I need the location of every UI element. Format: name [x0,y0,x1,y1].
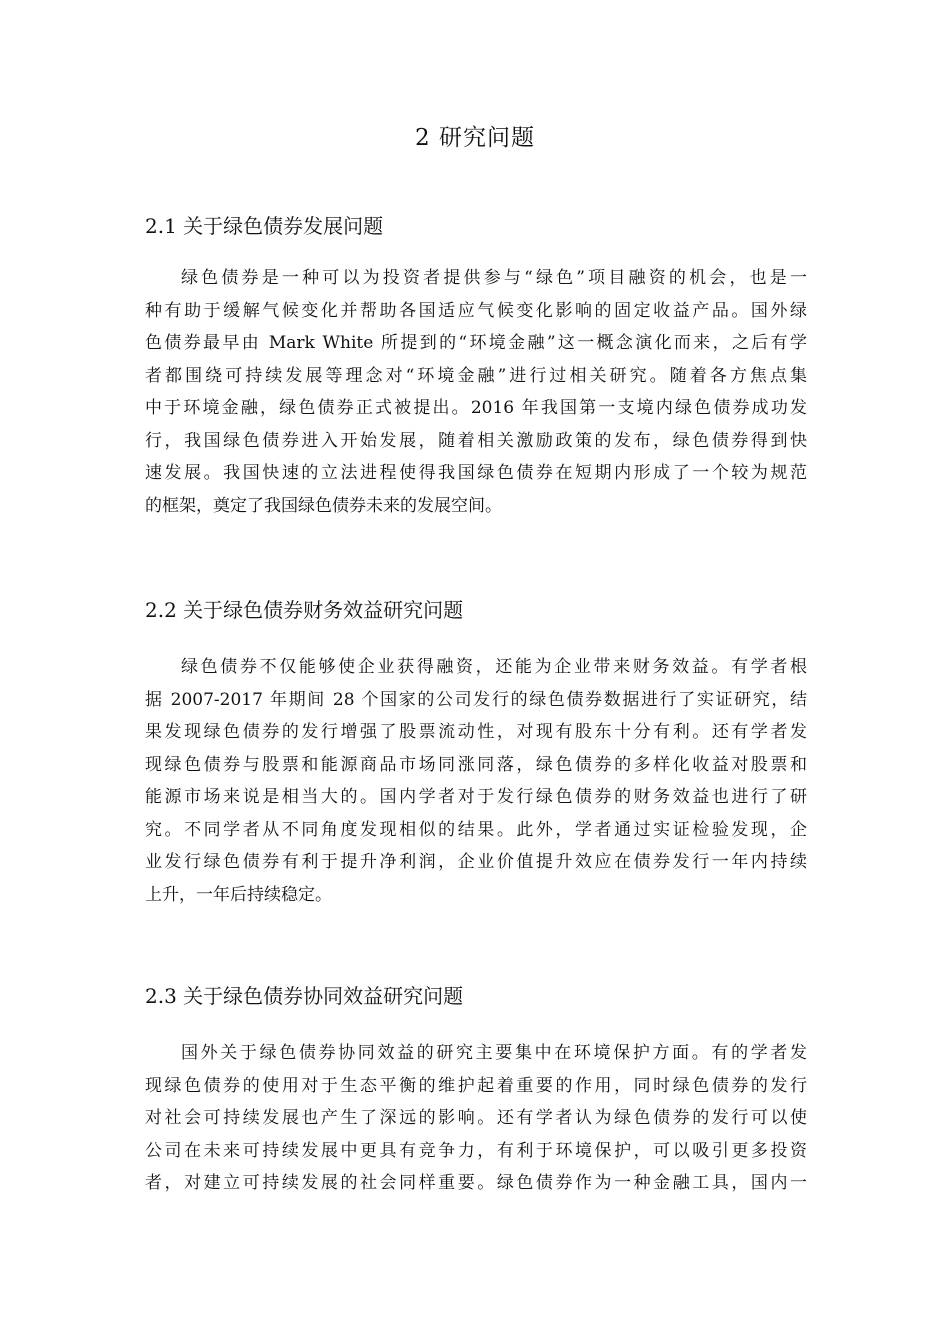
text-line: 对社会可持续发展也产生了深远的影响。还有学者认为绿色债券的发行可以使 [145,1108,807,1128]
text-line: 国外关于绿色债券协同效益的研究主要集中在环境保护方面。有的学者发 [181,1043,807,1063]
text-line: 据 2007-2017 年期间 28 个国家的公司发行的绿色债券数据进行了实证研究，结 [145,689,807,710]
text-line: 绿色债券不仅能够使企业获得融资，还能为企业带来财务效益。有学者根 [181,657,807,677]
text-line: 现绿色债券与股票和能源商品市场同涨同落，绿色债券的多样化收益对股票和 [145,754,807,775]
text-line: 能源市场来说是相当大的。国内学者对于发行绿色债券的财务效益也进行了研 [145,787,807,807]
text-line: 中于环境金融，绿色债券正式被提出。2016 年我国第一支境内绿色债券成功发 [145,398,807,418]
text-line: 速发展。我国快速的立法进程使得我国绿色债券在短期内形成了一个较为规范 [145,463,807,483]
text-line: 种有助于缓解气候变化并帮助各国适应气候变化影响的固定收益产品。国外绿 [145,300,807,321]
section-paragraph-2-1 [145,262,807,522]
text-line: 公司在未来可持续发展中更具有竞争力，有利于环境保护，可以吸引更多投资 [145,1140,807,1161]
section-paragraph-2-3 [145,1037,807,1200]
text-line: 果发现绿色债券的发行增强了股票流动性，对现有股东十分有利。还有学者发 [145,722,807,742]
text-line: 究。不同学者从不同角度发现相似的结果。此外，学者通过实证检验发现，企 [145,819,807,840]
text-line: 色债券最早由 Mark White 所提到的“环境金融”这一概念演化而来，之后有学 [145,333,807,353]
text-line: 者都围绕可持续发展等理念对“环境金融”进行过相关研究。随着各方焦点集 [145,365,807,386]
section-paragraph-2-2 [145,651,807,911]
text-line: 的框架，奠定了我国绿色债券未来的发展空间。 [145,495,502,516]
text-line: 行，我国绿色债券进入开始发展，随着相关激励政策的发布，绿色债券得到快 [145,430,807,451]
text-line: 业发行绿色债券有利于提升净利润，企业价值提升效应在债券发行一年内持续 [145,852,807,872]
text-line: 现绿色债券的使用对于生态平衡的维护起着重要的作用，同时绿色债券的发行 [145,1075,807,1096]
section-heading-2-3: 2.3 关于绿色债券协同效益研究问题 [145,984,464,1008]
section-heading-2-2: 2.2 关于绿色债券财务效益研究问题 [145,598,464,622]
text-line: 者，对建立可持续发展的社会同样重要。绿色债券作为一种金融工具，国内一 [145,1173,807,1193]
text-line: 绿色债券是一种可以为投资者提供参与“绿色”项目融资的机会，也是一 [181,268,807,288]
chapter-title: 2 研究问题 [415,125,535,151]
text-line: 上升，一年后持续稳定。 [145,884,332,905]
section-heading-2-1: 2.1 关于绿色债券发展问题 [145,214,384,238]
